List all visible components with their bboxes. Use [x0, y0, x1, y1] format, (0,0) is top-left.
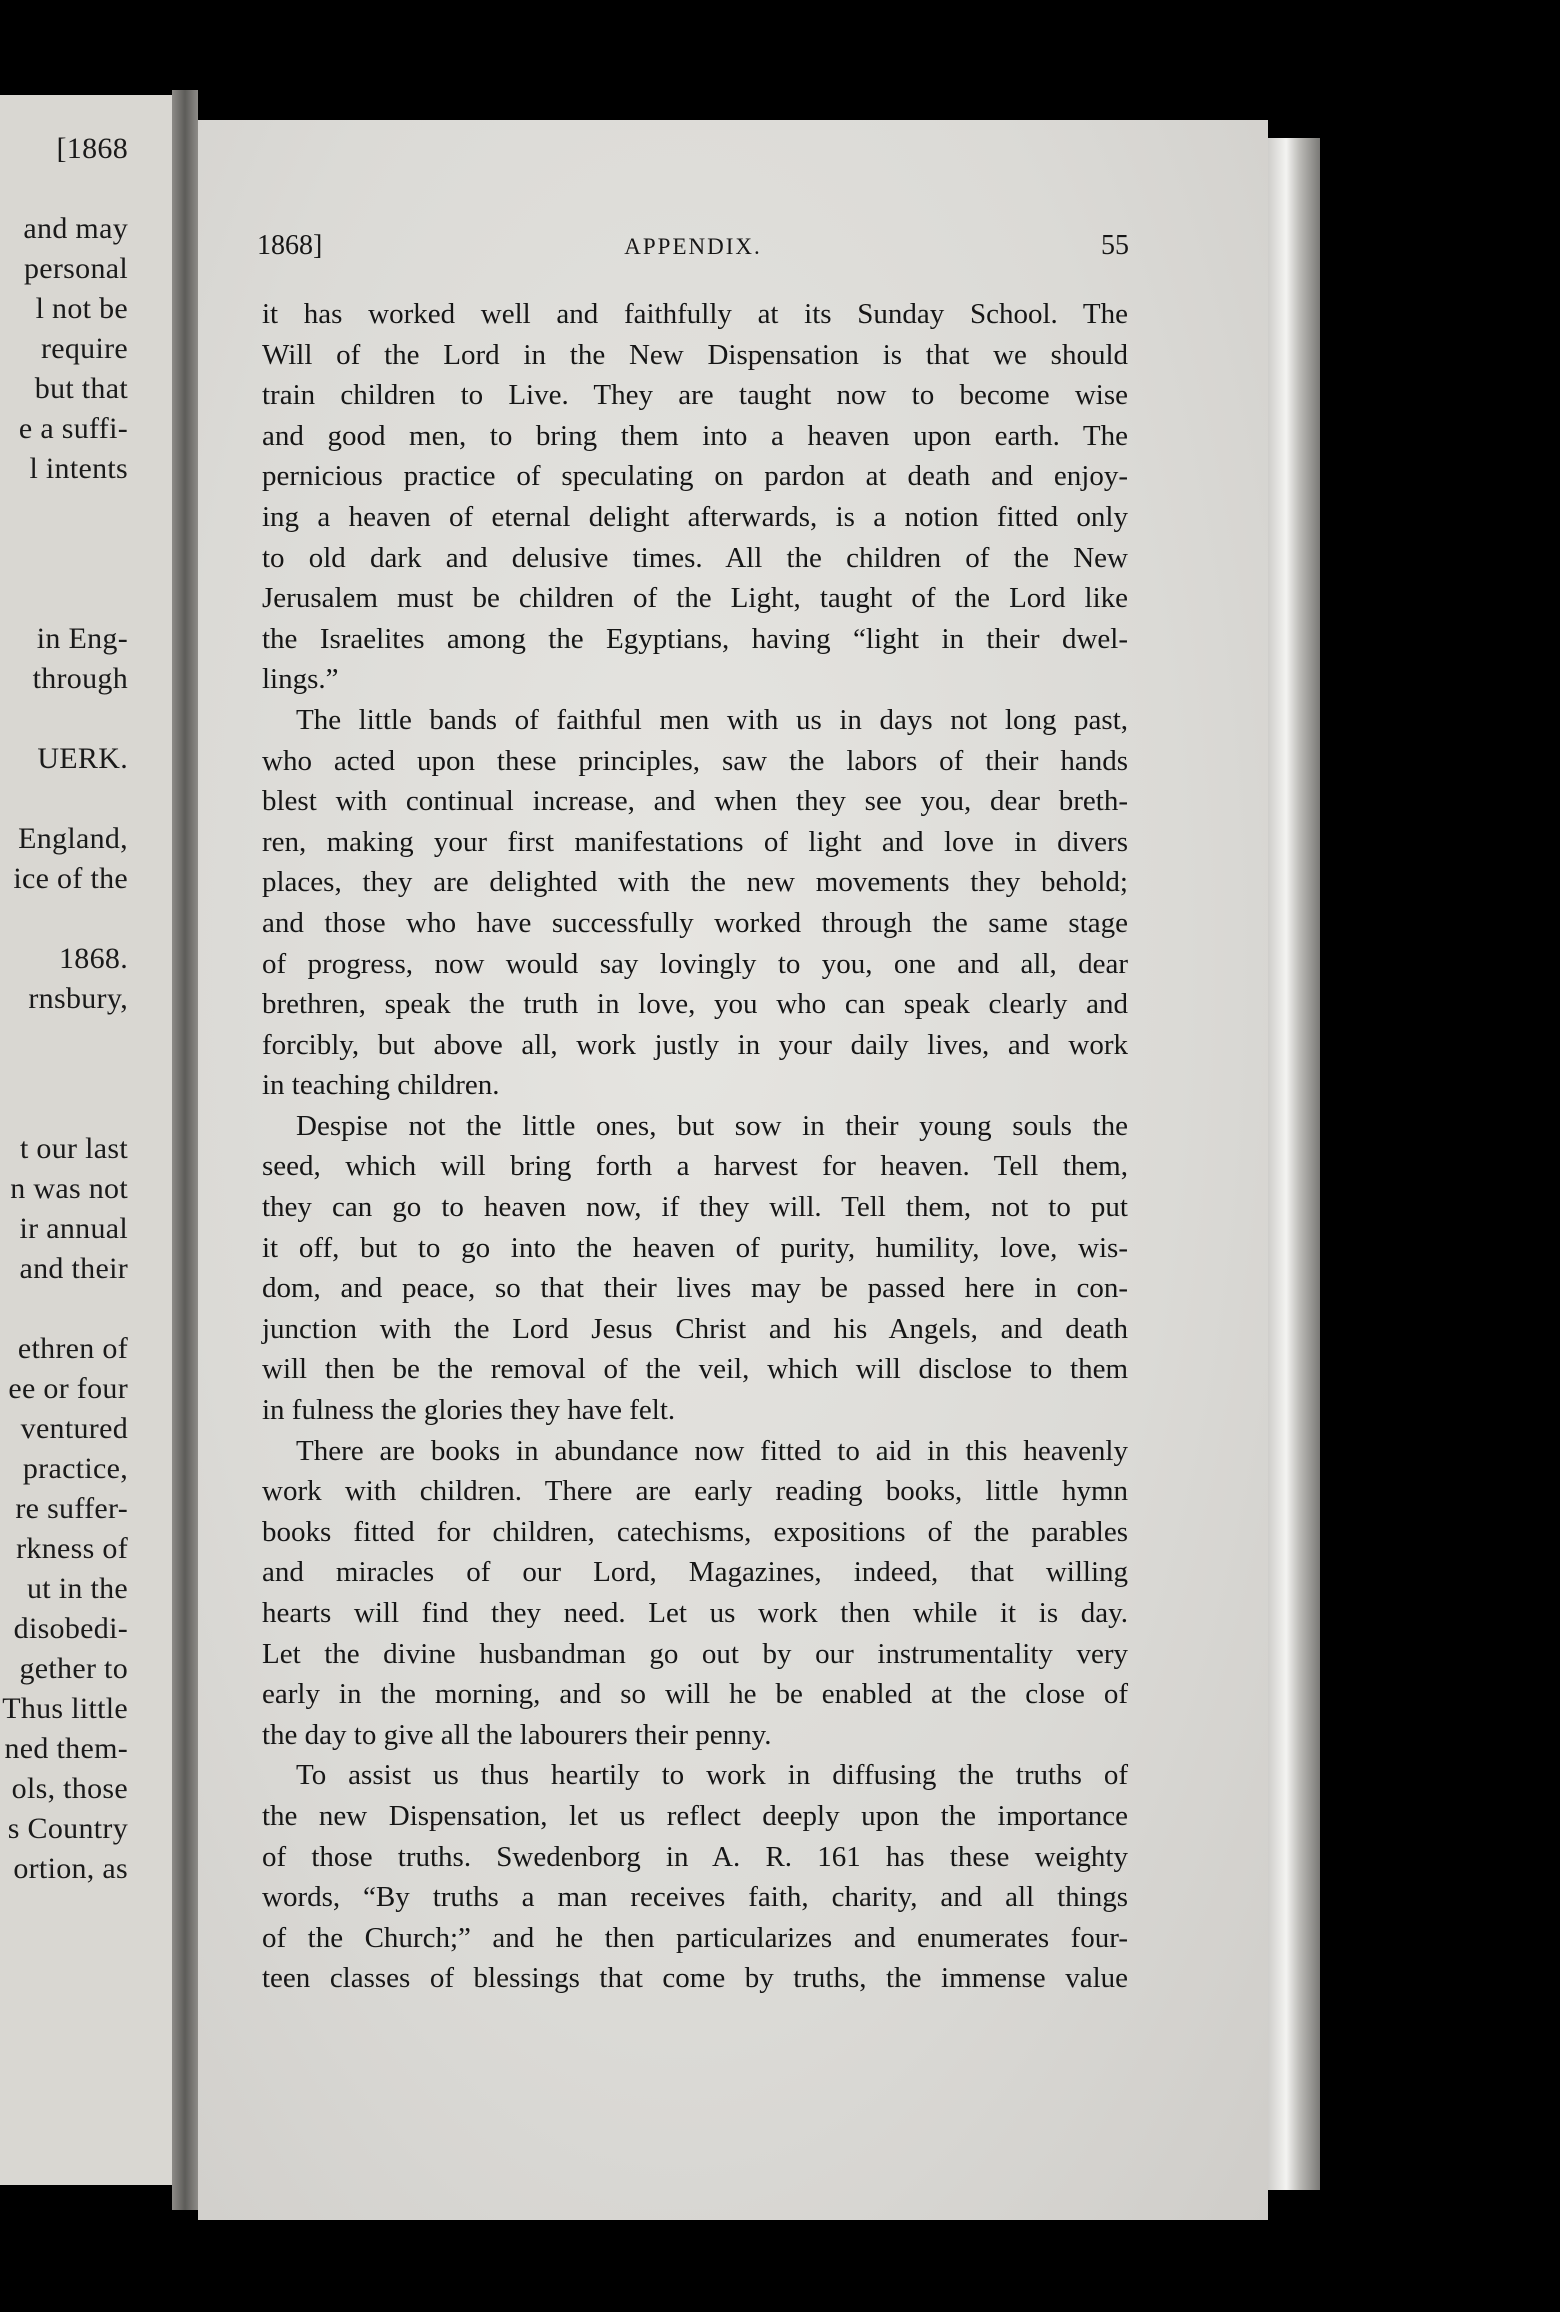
text-line: pernicious practice of speculating on pardon at death and enjoy-	[262, 460, 1128, 493]
left-page-line: s Country	[7, 1812, 128, 1845]
left-page-line: in Eng-	[36, 622, 128, 655]
left-page-line: l intents	[29, 452, 128, 485]
running-header	[257, 230, 1129, 270]
left-page-line: ice of the	[13, 862, 128, 895]
text-line: will then be the removal of the veil, which will disclose to them	[262, 1353, 1128, 1386]
text-line: ing a heaven of eternal delight afterwards, is a notion fitted only	[262, 500, 1128, 533]
text-line: of those truths. Swedenborg in A. R. 161 has these weighty	[262, 1840, 1128, 1873]
left-page-line: n was not	[10, 1172, 128, 1205]
left-page-line: 1868.	[59, 942, 128, 975]
text-line: it has worked well and faithfully at its Sunday School. The	[262, 298, 1128, 330]
text-line: of the Church;” and he then particularizes and enumerates four-	[262, 1921, 1128, 1954]
left-page-line: UERK.	[37, 742, 128, 775]
text-line: lings.”	[262, 663, 339, 696]
text-line: in fulness the glories they have felt.	[262, 1394, 676, 1427]
text-line: words, “By truths a man receives faith, charity, and all things	[262, 1881, 1128, 1914]
text-line: and miracles of our Lord, Magazines, indeed, that willing	[262, 1556, 1128, 1589]
text-line: in teaching children.	[262, 1069, 500, 1102]
left-page-line: and their	[19, 1252, 128, 1285]
text-line: the new Dispensation, let us reflect deeply upon the importance	[262, 1799, 1128, 1832]
left-page-line: e a suffi-	[18, 412, 128, 445]
text-line: ren, making your first manifestations of light and love in divers	[262, 825, 1128, 858]
text-line: brethren, speak the truth in love, you who can speak clearly and	[262, 988, 1128, 1021]
text-line: teen classes of blessings that come by truths, the immense value	[262, 1962, 1128, 1995]
text-line: junction with the Lord Jesus Christ and his Angels, and death	[262, 1312, 1128, 1345]
left-page-line: personal	[23, 252, 128, 285]
text-line: of progress, now would say lovingly to you, one and all, dear	[262, 947, 1128, 980]
left-page-line: ethren of	[17, 1332, 128, 1365]
text-line: to old dark and delusive times. All the children of the New	[262, 541, 1128, 574]
text-line: train children to Live. They are taught now to become wise	[262, 379, 1128, 412]
page-number: 55	[1101, 230, 1129, 261]
left-page-line: rkness of	[16, 1532, 128, 1565]
left-page-line: [1868	[56, 132, 128, 165]
left-page-line: ned them-	[4, 1732, 128, 1765]
text-line: To assist us thus heartily to work in diffusing the truths of	[296, 1759, 1128, 1792]
text-line: There are books in abundance now fitted to aid in this heavenly	[296, 1434, 1128, 1467]
header-year: 1868]	[257, 230, 323, 261]
text-line: places, they are delighted with the new movements they behold;	[262, 866, 1128, 899]
left-page-line: ir annual	[19, 1212, 128, 1245]
left-page-line: practice,	[22, 1452, 128, 1485]
text-line: forcibly, but above all, work justly in your daily lives, and work	[262, 1028, 1128, 1061]
left-page-line: ortion, as	[13, 1852, 128, 1885]
text-line: Jerusalem must be children of the Light, taught of the Lord like	[262, 582, 1128, 615]
left-page-line: re suffer-	[15, 1492, 128, 1525]
text-line: dom, and peace, so that their lives may be passed here in con-	[262, 1272, 1128, 1305]
text-line: work with children. There are early reading books, little hymn	[262, 1475, 1128, 1508]
text-line: the day to give all the labourers their penny.	[262, 1718, 772, 1751]
left-page-line: l not be	[35, 292, 128, 325]
text-line: The little bands of faithful men with us in days not long past,	[296, 703, 1128, 736]
text-line: it off, but to go into the heaven of purity, humility, love, wis-	[262, 1231, 1128, 1264]
text-line: books fitted for children, catechisms, expositions of the parables	[262, 1515, 1128, 1548]
text-line: Despise not the little ones, but sow in their young souls the	[296, 1109, 1128, 1142]
left-page-line: disobedi-	[13, 1612, 128, 1645]
left-page-line: but that	[34, 372, 128, 405]
left-page	[0, 95, 172, 2185]
left-page-line: Thus little	[2, 1692, 128, 1725]
left-page-line: ee or four	[8, 1372, 128, 1405]
left-page-line: rnsbury,	[28, 982, 128, 1015]
left-page-line: and may	[23, 212, 128, 245]
left-page-line: require	[40, 332, 128, 365]
text-line: Will of the Lord in the New Dispensation is that we should	[262, 338, 1128, 371]
text-line: blest with continual increase, and when they see you, dear breth-	[262, 785, 1128, 818]
left-page-line: ventured	[20, 1412, 128, 1445]
text-line: and those who have successfully worked through the same stage	[262, 906, 1128, 939]
text-line: and good men, to bring them into a heaven upon earth. The	[262, 419, 1128, 452]
left-page-line: ut in the	[26, 1572, 128, 1605]
text-line: Let the divine husbandman go out by our instrumentality very	[262, 1637, 1128, 1670]
left-page-line: gether to	[19, 1652, 128, 1685]
left-page-line: ols, those	[11, 1772, 128, 1805]
text-line: seed, which will bring forth a harvest for heaven. Tell them,	[262, 1150, 1128, 1183]
header-title: APPENDIX.	[624, 234, 762, 259]
book-gutter	[172, 90, 198, 2210]
left-page-line: through	[32, 662, 128, 695]
body-text	[262, 294, 1128, 1999]
left-page-line: England,	[18, 822, 128, 855]
text-line: the Israelites among the Egyptians, having “light in their dwel-	[262, 622, 1128, 655]
page-edge	[1268, 138, 1320, 2190]
text-line: early in the morning, and so will he be enabled at the close of	[262, 1678, 1128, 1711]
text-line: who acted upon these principles, saw the labors of their hands	[262, 744, 1128, 777]
text-line: hearts will find they need. Let us work then while it is day.	[262, 1597, 1128, 1629]
left-page-line: t our last	[20, 1132, 128, 1165]
text-line: they can go to heaven now, if they will. Tell them, not to put	[262, 1191, 1128, 1224]
